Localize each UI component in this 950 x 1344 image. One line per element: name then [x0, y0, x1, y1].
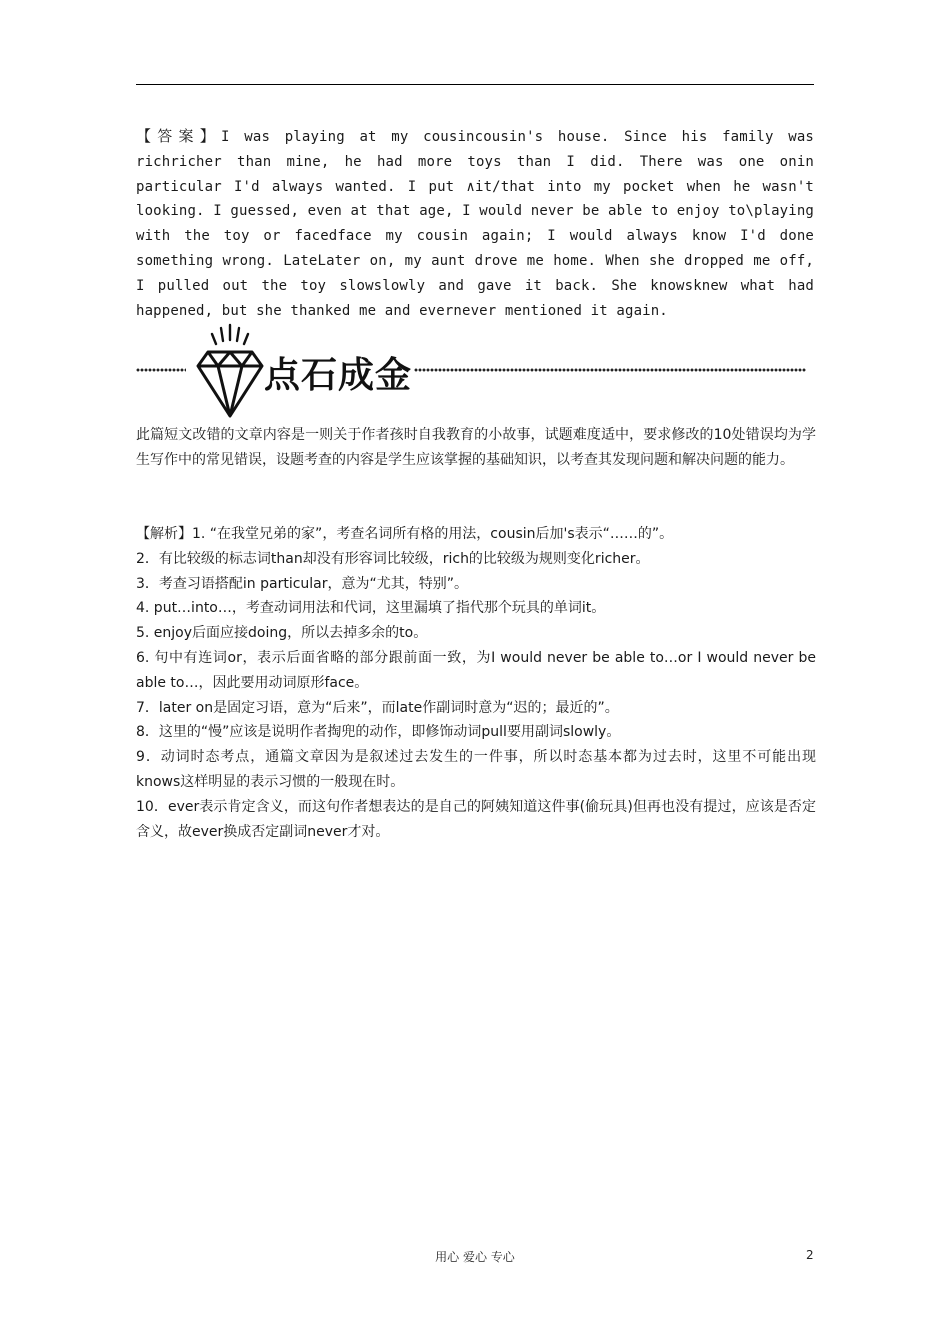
banner-title: 点石成金 — [264, 355, 413, 396]
banner-dots-right — [414, 368, 806, 372]
analysis-item: 3．考查习语搭配in particular，意为“尤其，特别”。 — [136, 575, 469, 592]
page-number: 2 — [806, 1248, 814, 1262]
analysis-item: 【解析】1. “在我堂兄弟的家”，考查名词所有格的用法，cousin后加's表示“……的”。 — [136, 526, 674, 542]
header-rule — [136, 84, 814, 85]
analysis-item: 10．ever表示肯定含义，而这句作者想表达的是自己的阿姨知道这件事(偷玩具)但再也没有提过，应该是否定含义，故ever换成否定副词never才对。 — [136, 798, 816, 840]
analysis-item: 5. enjoy后面应接doing，所以去掉多余的to。 — [136, 625, 428, 642]
banner-dots-left — [136, 368, 186, 372]
analysis-item: 2．有比较级的标志词than却没有形容词比较级，rich的比较级为规则变化richer。 — [136, 550, 650, 567]
footer-motto: 用心 爱心 专心 — [435, 1250, 515, 1264]
analysis-item: 4. put…into…，考查动词用法和代词，这里漏填了指代那个玩具的单词it。 — [136, 600, 606, 617]
answer-tag: 【答案】 — [136, 127, 222, 145]
analysis-item: 7．later on是固定习语，意为“后来”，而late作副词时意为“迟的；最近的”。 — [136, 699, 619, 716]
summary-paragraph: 此篇短文改错的文章内容是一则关于作者孩时自我教育的小故事，试题难度适中，要求修改的10处错误均为学生写作中的常见错误，设题考查的内容是学生应该掌握的基础知识，以考查其发现问题和解决问题的能力。 — [136, 427, 816, 468]
analysis-section — [136, 522, 816, 844]
answer-paragraph — [136, 124, 814, 323]
analysis-tag: 【解析】 — [136, 526, 192, 542]
answer-text: I was playing at my cousincousin's house. Since his family was richricher than mine, he had more toys than I did. There was one onin particular I'd always wanted. I put ∧it/that into my pocket when he wasn't looking. I guessed, even at that age, I would never be able to enjoy to\playing with the toy or facedface my cousin again; I would always know I'd done something wrong. LateLater on, my aunt drove me home. When she dropped me off, I pulled out the toy slowslowly and gave it back. She knowsknew what had happened, but she thanked me and evernever mentioned it again. — [136, 129, 814, 319]
analysis-item: 6. 句中有连词or，表示后面省略的部分跟前面一致，为I would never be able to…or I would never be able to…，因此要用动词原形face。 — [136, 649, 816, 691]
analysis-item: 9．动词时态考点，通篇文章因为是叙述过去发生的一件事，所以时态基本都为过去时，这里不可能出现knows这样明显的表示习惯的一般现在时。 — [136, 749, 816, 790]
section-banner — [136, 320, 816, 420]
diamond-icon — [190, 320, 270, 420]
analysis-item: 8．这里的“慢”应该是说明作者掏兜的动作，即修饰动词pull要用副词slowly。 — [136, 724, 621, 741]
